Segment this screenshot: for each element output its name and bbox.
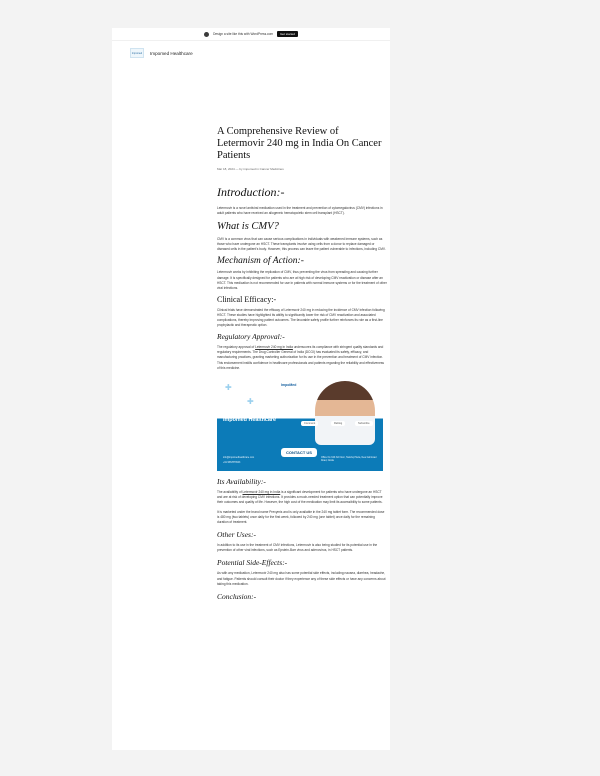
paragraph-efficacy: Clinical trials have demonstrated the efficacy of Letermovir 240 mg in reducing the incidence of CMV infection following HSCT. These studies have highlighted its ability to significantly lower the risk of CMV reactivation and associated complications, thereby improving patient outcomes. The favorable safety profile further reinforces its role as a first-line prophylactic and therapeutic option. <box>217 307 385 328</box>
site-header <box>130 48 193 58</box>
heading-clinical-efficacy: Clinical Efficacy:- <box>217 294 277 304</box>
banner-logo: ImpoMed <box>281 382 297 387</box>
site-logo[interactable] <box>130 48 144 58</box>
post-title: A Comprehensive Review of Letermovir 240 mg in India On Cancer Patients <box>217 126 382 161</box>
doctor-photo <box>315 381 375 445</box>
regulatory-text-start: The regulatory approval of <box>217 345 256 350</box>
subscribe-button[interactable]: Subscribe <box>355 421 373 426</box>
availability-text-start: The availability of <box>217 489 243 494</box>
post-content <box>217 126 387 601</box>
heading-regulatory: Regulatory Approval:- <box>217 332 285 342</box>
paragraph-availability <box>217 490 387 505</box>
wordpress-promo-text: Design a site like this with WordPress.com <box>213 32 274 36</box>
banner-phone: +91 9567876543 <box>223 461 241 464</box>
site-logo-text: Impomed <box>131 51 143 55</box>
banner-address: Office No 346 3rd Floor, Tanishq Plaza, Near Ashirwad Road, Noida <box>321 456 377 462</box>
get-started-button[interactable]: Get started <box>277 31 298 37</box>
paragraph-cmv: CMV is a common virus that can cause serious complications in individuals with weakened immune systems, such as those who have undergone an HSCT. These transplants involve using cells from a donor to replace damaged or diseased cells in the patient's body. However, this process can leave the patient vulnerable to infections, including CMV. <box>217 237 386 252</box>
banner-title: Effective Cancer Treatment with ELetermovir 240 mg in India By Impomed Healthcare <box>223 404 305 424</box>
availability-text-end: is a significant development for patients who have undergone an HSCT and are at risk of developing CMV infections. It provides a much-needed treatment option that can potentially improve their outcomes and quality of life. However, the high cost of the medication may limit its accessibility to some patients. <box>217 489 383 504</box>
promo-banner-image <box>217 377 383 471</box>
paragraph-side-effects: As with any medication, Letermovir 240 mg also has some potential side effects, including nausea, diarrhea, headache, and fatigue. Patients should consult their doctor if they experience any of these side effects or have any concerns about taking this medication. <box>217 571 386 586</box>
letermovir-link-2[interactable]: Letermovir 240 mg in India <box>242 489 281 494</box>
post-meta: Mar 18, 2024 — by impomed in Cancer Medicines <box>217 167 284 171</box>
heading-introduction: Introduction:- <box>217 185 285 199</box>
heading-conclusion: Conclusion:- <box>217 591 257 601</box>
page <box>112 28 390 750</box>
heading-availability: Its Availability:- <box>217 476 266 486</box>
reblog-button[interactable]: Reblog <box>331 421 345 426</box>
paragraph-regulatory <box>217 345 387 370</box>
wordpress-logo-icon <box>204 32 209 37</box>
comment-button[interactable]: Comment <box>301 421 318 426</box>
medical-cross-icon: ✚ <box>225 382 232 392</box>
banner-email: info@impomedhealthcare.com <box>223 456 255 459</box>
paragraph-other-uses: In addition to its use in the treatment of CMV infections, Letermovir is also being studied for its potential use in the prevention of other viral infections, such as Epstein-Barr virus and adenovirus, in HSCT patients. <box>217 543 378 553</box>
heading-what-is-cmv: What is CMV? <box>217 221 279 233</box>
medical-cross-icon: ✚ <box>247 396 254 406</box>
heading-mechanism: Mechanism of Action:- <box>217 256 304 267</box>
heading-side-effects: Potential Side-Effects:- <box>217 558 288 568</box>
paragraph-availability-2: It is marketed under the brand name Prevymis and is only available in the 240 mg tablet form. The recommended dose is 480 mg (two tablets) once daily for the first week, followed by 240 mg (one tablet) once daily for the remaining duration of treatment. <box>217 509 385 525</box>
contact-us-badge: CONTACT US <box>281 448 317 457</box>
site-title[interactable]: Impomed Healthcare <box>150 50 193 56</box>
wordpress-bar <box>112 28 390 41</box>
regulatory-text-end: underscores its compliance with stringent quality standards and regulatory requirements. The Drug Controller General of India (DCGI) has evaluated its safety, efficacy, and manufacturing practices, granting marketing authorization for its use in the prevention and treatment of CMV infection. This endorsement instills confidence in healthcare professionals and patients regarding the reliability and effectiveness of this medicine. <box>217 345 385 370</box>
paragraph-mechanism: Letermovir works by inhibiting the replication of CMV, thus preventing the virus from spreading and causing further damage. It is specifically designed for patients who are at high risk of developing CMV reactivation or disease after an HSCT. This medication is not recommended for use in patients with normal immune systems or for the treatment of other viral infections. <box>217 270 387 290</box>
paragraph-introduction: Letermovir is a novel antiviral medication used in the treatment and prevention of cytomegalovirus (CMV) infections in adult patients who have received an allogeneic hematopoietic stem cell transplant (HSCT). <box>217 206 383 216</box>
letermovir-link[interactable]: Letermovir 240 mg in India <box>255 345 293 350</box>
heading-other-uses: Other Uses:- <box>217 530 256 540</box>
